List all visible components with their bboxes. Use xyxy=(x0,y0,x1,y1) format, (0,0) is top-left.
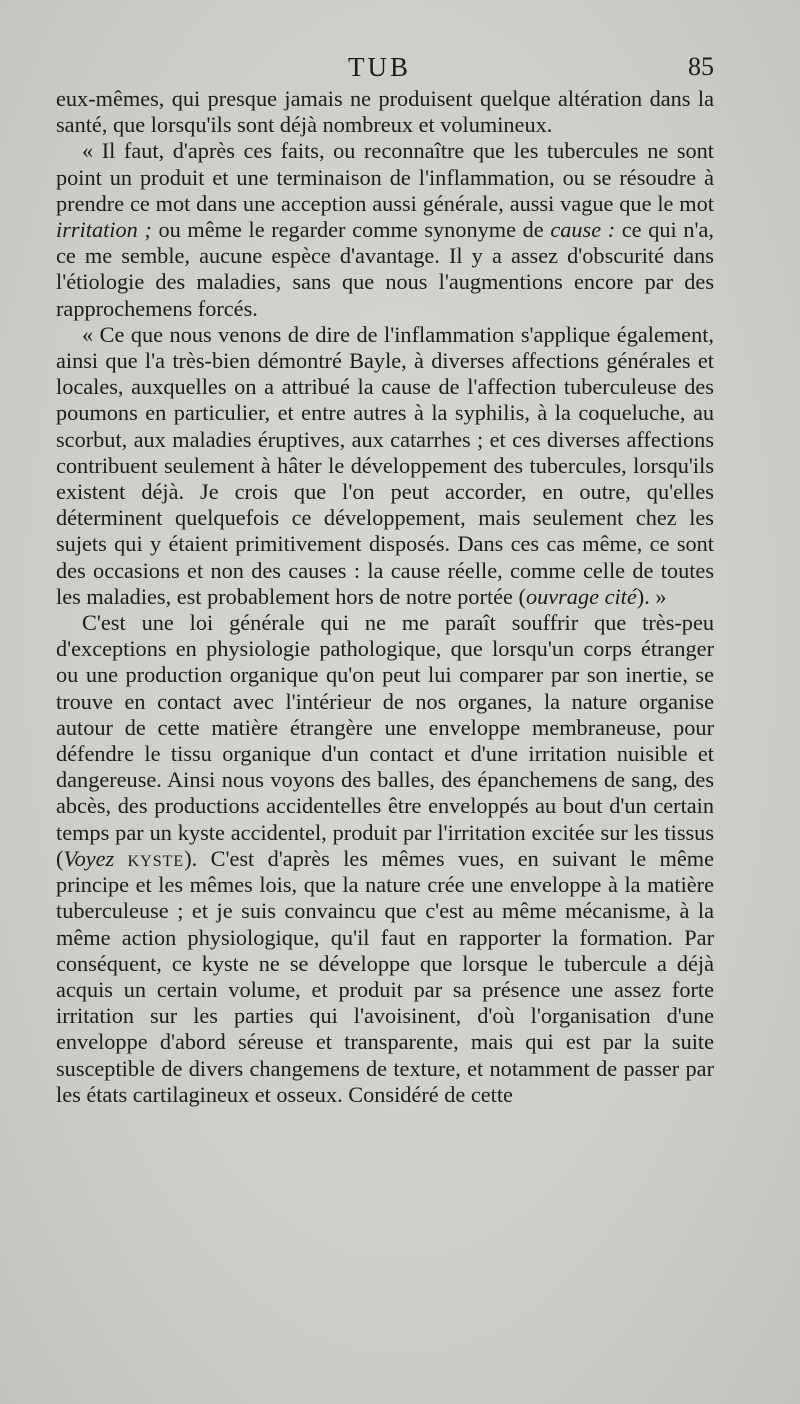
paragraph-2-italic-irritation: irritation ; xyxy=(56,217,152,243)
paragraph-2-text-c: ce qui n'a, ce me semble, aucune espèce d'avantage. Il y a assez d'obscurité dans l'étiologie des maladies, sans que nous l'augmentions encore par des rapprochemens forcés. xyxy=(56,217,714,321)
page-number: 85 xyxy=(688,52,714,81)
paragraph-3-text-a: « Ce que nous venons de dire de l'inflammation s'applique également, ainsi que l'a très-bien démontré Bayle, à diverses affections générales et locales, auxquelles on a attribué la cause de l'affection tuberculeuse des poumons en particulier, et entre autres à la syphilis, à la coqueluche, au scorbut, aux maladies éruptives, aux catarrhes ; et ces diverses affections contribuent seulement à hâter le développement des tubercules, lorsqu'ils existent déjà. Je crois que l'on peut accorder, en outre, qu'elles déterminent quelquefois ce développement, mais seulement chez les sujets qui y étaient primitivement disposés. Dans ces cas même, ce sont des occasions et non des causes : la cause réelle, comme celle de toutes les maladies, est probablement hors de notre portée ( xyxy=(56,321,714,609)
paragraph-3-text-b: ). » xyxy=(636,583,667,609)
paragraph-4 xyxy=(56,610,714,1108)
body-text xyxy=(56,86,714,1108)
paragraph-4-space xyxy=(114,846,127,871)
paragraph-1: eux-mêmes, qui presque jamais ne produisent quelque altération dans la santé, que lorsqu'ils sont déjà nombreux et volumineux. xyxy=(56,86,714,138)
paragraph-2 xyxy=(56,138,714,321)
paragraph-4-text-a: C'est une loi générale qui ne me paraît souffrir que très-peu d'exceptions en physiologie pathologique, que lorsqu'un corps étranger ou une production organique qu'on peut lui comparer par son inertie, se trouve en contact avec l'intérieur de nos organes, la nature organise autour de cette matière étrangère une enveloppe membraneuse, pour défendre le tissu organique d'un contact et d'une irritation nuisible et dangereuse. Ainsi nous voyons des balles, des épanchemens de sang, des abcès, des productions accidentelles être enveloppés au bout d'un certain temps par un kyste accidentel, produit par l'irritation excitée sur les tissus ( xyxy=(56,610,714,871)
paragraph-4-italic-voyez: Voyez xyxy=(63,845,115,871)
paragraph-3 xyxy=(56,322,714,610)
paragraph-4-smallcaps-kyste: kyste xyxy=(127,845,185,871)
paragraph-2-italic-cause: cause : xyxy=(550,217,616,243)
paragraph-2-text-a: « Il faut, d'après ces faits, ou reconnaître que les tubercules ne sont point un produit et une terminaison de l'inflammation, ou se résoudre à prendre ce mot dans une acception aussi générale, aussi vague que le mot xyxy=(56,138,714,216)
running-head: TUB xyxy=(348,52,411,82)
paragraph-3-italic-ouvrage-cite: ouvrage cité xyxy=(525,583,637,609)
paragraph-2-text-b: ou même le regarder comme synonyme de xyxy=(151,217,551,243)
paragraph-4-text-b: ). C'est d'après les mêmes vues, en suivant le même principe et les mêmes lois, que la nature crée une enveloppe à la matière tuberculeuse ; et je suis convaincu que c'est au même mécanisme, à la même action physiologique, qu'il faut en rapporter la formation. Par conséquent, ce kyste ne se développe que lorsque le tubercule a déjà acquis un certain volume, et produit par sa présence une assez forte irritation sur les parties qui l'avoisinent, d'où l'organisation d'une enveloppe d'abord séreuse et transparente, mais qui est par la suite susceptible de divers changemens de texture, et notamment de passer par les états cartilagineux et osseux. Considéré de cette xyxy=(56,845,714,1107)
